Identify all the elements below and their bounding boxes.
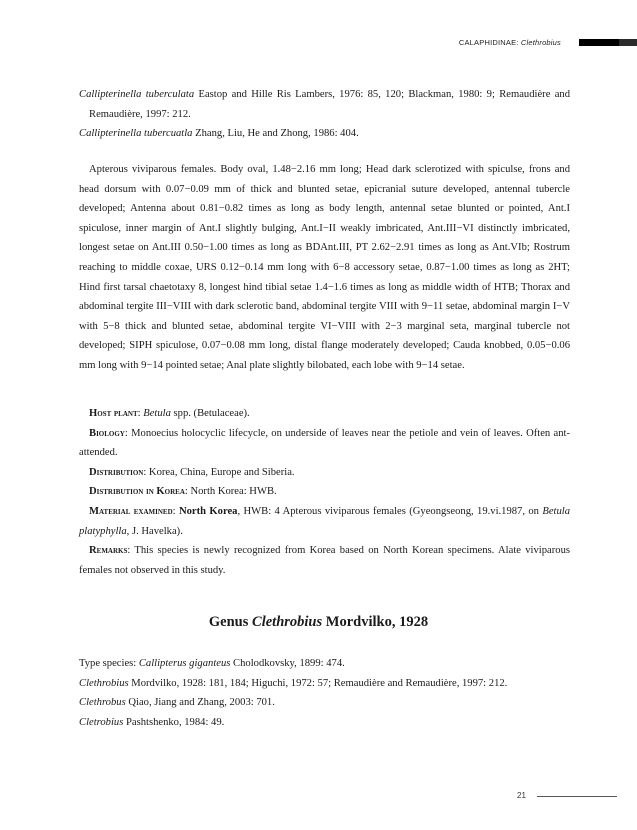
- genus-synonym-entry: [79, 654, 570, 674]
- genus-synonym-citation: Qiao, Jiang and Zhang, 2003: 701.: [125, 697, 275, 709]
- host-plant-label: Host plant: [89, 408, 138, 419]
- genus-heading-prefix: Genus: [208, 614, 253, 630]
- genus-heading-name: Clethrobius: [252, 614, 323, 630]
- species-notes: [79, 404, 570, 580]
- synonym-citation: Eastop and Hille Ris Lambers, 1976: 85, 120; Blackman, 1980: 9; Remaudière and Remaudière, 1997: 212.: [89, 89, 571, 120]
- genus-synonym-entry: [79, 674, 570, 694]
- genus-heading: [0, 612, 637, 632]
- distribution-paragraph: [79, 463, 570, 483]
- description-block: [79, 160, 570, 376]
- distribution-label: Distribution: [89, 466, 144, 478]
- synonym-name: Callipterinella tuberculata: [79, 89, 195, 100]
- material-examined-paragraph: [79, 502, 570, 541]
- distribution-korea-text: : North Korea: HWB.: [184, 486, 277, 498]
- genus-synonym-citation: Cholodkovsky, 1899: 474.: [230, 658, 345, 669]
- synonymy-block: [79, 85, 570, 144]
- genus-heading-author: Mordvilko, 1928: [322, 614, 429, 630]
- synonym-citation: Zhang, Liu, He and Zhong, 1986: 404.: [192, 128, 359, 140]
- material-region: North Korea: [178, 505, 238, 517]
- genus-synonym-name: Cletrobius: [79, 716, 124, 728]
- synonym-entry: [79, 124, 570, 144]
- material-separator: :: [172, 505, 179, 517]
- running-head: [0, 38, 637, 48]
- running-head-subfamily: CALAPHIDINAE:: [458, 38, 519, 47]
- genus-synonym-name: Clethrobus: [79, 697, 126, 709]
- running-head-text: [459, 38, 561, 48]
- page-footer: [517, 790, 637, 802]
- genus-synonymy-block: [79, 654, 570, 732]
- biology-label: Biology: [89, 427, 125, 439]
- material-collector: , J. Havelka).: [126, 525, 183, 537]
- biology-text: : Monoecius holocyclic lifecycle, on underside of leaves near the petiole and vein of leaves. Often ant-attended.: [79, 427, 570, 459]
- running-head-genus: Clethrobius: [520, 38, 561, 47]
- host-plant-text: spp. (Betulaceae).: [170, 408, 250, 419]
- material-text: , HWB: 4 Apterous viviparous females (Gyeongseong, 19.vi.1987, on: [237, 505, 543, 517]
- genus-synonym-citation: Pashtshenko, 1984: 49.: [123, 716, 225, 728]
- host-plant-genus: Betula: [143, 408, 171, 419]
- remarks-text: : This species is newly recognized from Korea based on North Korean specimens. Alate viviparous females not observed in this study.: [79, 545, 570, 576]
- genus-synonym-entry: [79, 693, 570, 713]
- running-head-bar-accent: [579, 39, 619, 46]
- synonym-name: Callipterinella tubercuatla: [79, 128, 193, 140]
- distribution-korea-paragraph: [79, 482, 570, 502]
- type-species-label: Type species:: [79, 658, 139, 669]
- material-label: Material examined: [89, 505, 173, 517]
- genus-synonym-citation: Mordvilko, 1928: 181, 184; Higuchi, 1972: 57; Remaudière and Remaudière, 1997: 212.: [128, 677, 508, 689]
- biology-paragraph: [79, 424, 570, 463]
- running-head-bar: [579, 39, 637, 46]
- genus-synonym-name: Clethrobius: [79, 677, 129, 689]
- distribution-korea-label: Distribution in Korea: [89, 486, 185, 498]
- synonym-entry: [79, 85, 570, 124]
- material-host-plant: Betula platyphylla: [79, 505, 570, 537]
- distribution-text: : Korea, China, Europe and Siberia.: [143, 466, 295, 478]
- footer-rule: [537, 796, 617, 797]
- host-plant-paragraph: Host plant: Betula spp. (Betulaceae).: [89, 408, 250, 419]
- page-number: 21: [517, 791, 526, 800]
- remarks-paragraph: [79, 541, 570, 580]
- genus-synonym-entry: [79, 713, 570, 733]
- genus-synonym-name: Callipterus giganteus: [138, 658, 231, 669]
- species-description: Apterous viviparous females. Body oval, 1.48−2.16 mm long; Head dark sclerotized with spiculse, frons and head dorsum with 0.07−0.09 mm of thick and blunted setae, epicranial suture developed, antennal tubercle developed; Antenna about 0.81−0.82 times as long as body length, antennal setae blunted or pointed, Ant.I spiculose, inner margin of Ant.I slightly bulging, Ant.I−II weakly imbricated, Ant.III−VI distinctly imbricated, longest setae on Ant.III 0.50−1.00 times as long as BDAnt.III, PT 2.62−2.91 times as long as Ant.VIb; Rostrum reaching to middle coxae, URS 0.12−0.14 mm long with 6−8 accessory setae, 0.87−1.00 times as long as 2HT; Hind first tarsal chaetotaxy 8, longest hind tibial setae 1.4−1.6 times as long as middle width of HTB; Thorax and abdominal tergite III−VIII with dark sclerotic band, abdominal tergite VIII with 9−11 setae, abdominal margin I−V with 5−8 thick and blunted setae, abdominal tergite VI−VIII with 2−3 marginal seta, marginal tubercle not developed; SIPH spiculose, 0.07−0.08 mm long, distal flange moderately developed; Cauda knobbed, 0.05−0.06 mm long with 9−14 pointed setae; Anal plate slightly bilobated, each lobe with 9−14 setae.: [79, 164, 570, 371]
- remarks-label: Remarks: [89, 545, 128, 557]
